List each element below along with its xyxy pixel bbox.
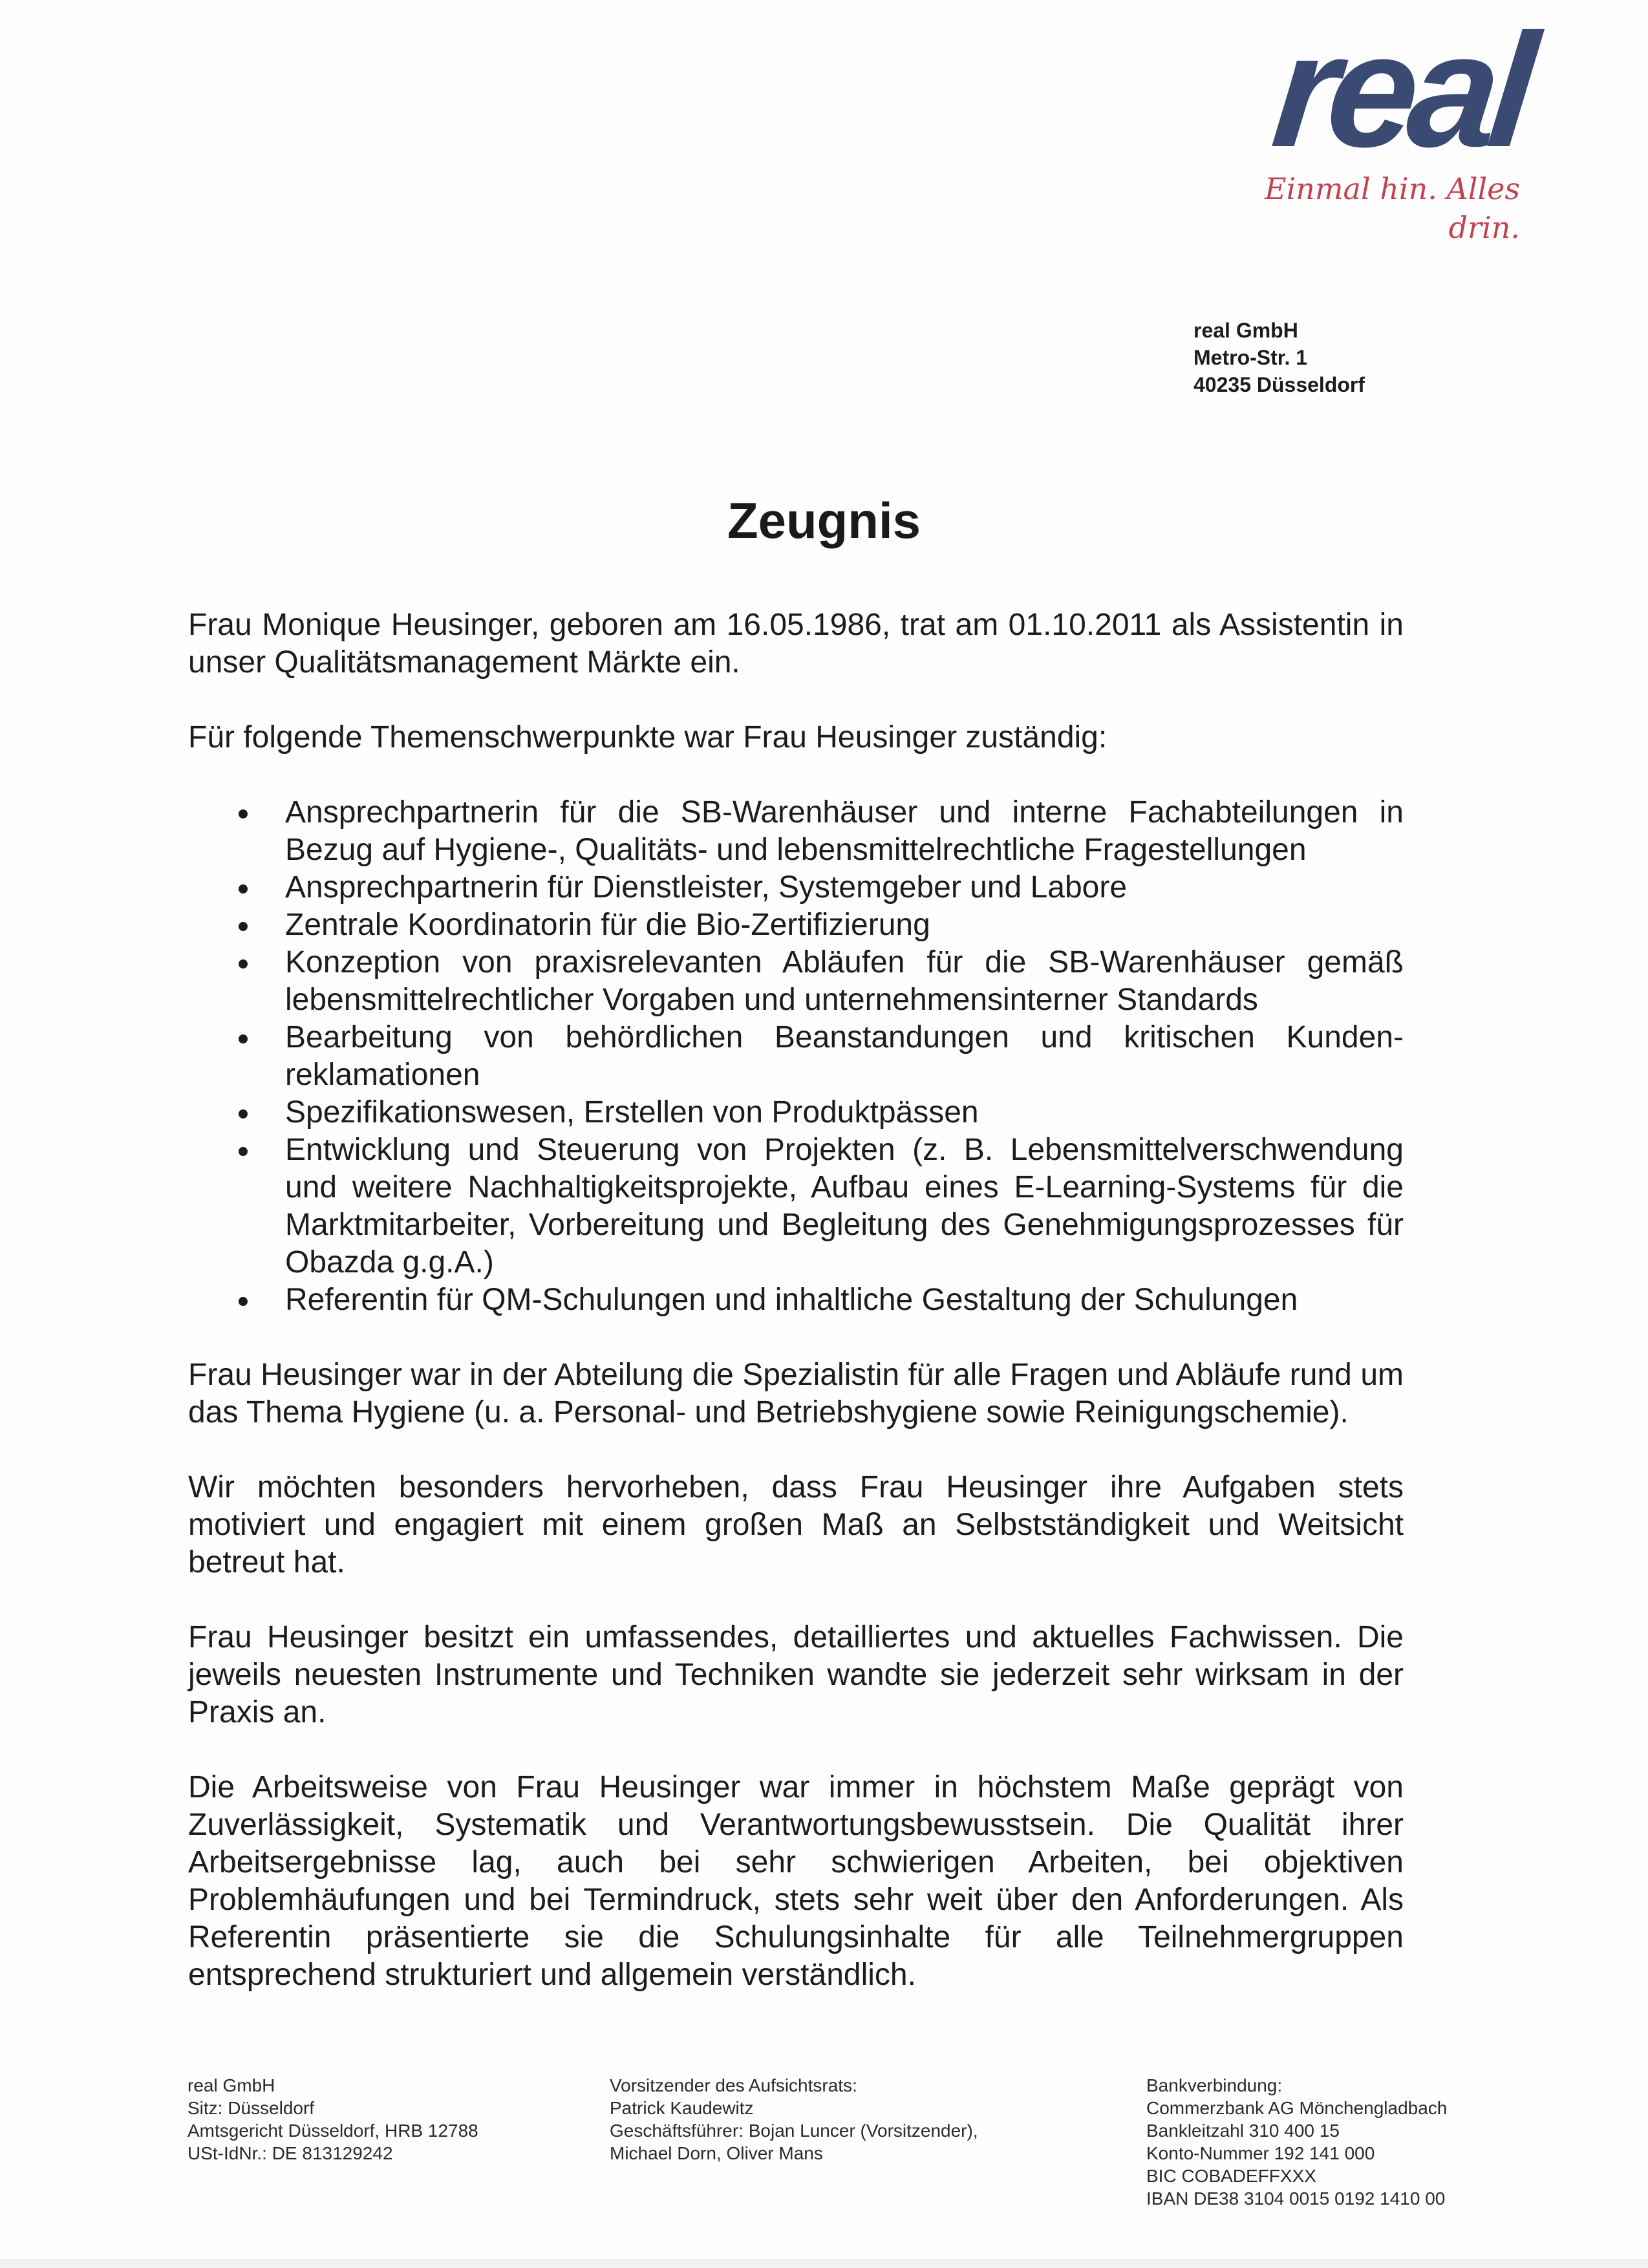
- intro-paragraph: Frau Monique Heusinger, geboren am 16.05.1986, trat am 01.10.2011 als Assistentin in unser Qualitätsmanagement Märkte ein.: [188, 608, 1404, 679]
- logo-wordmark: real: [1265, 0, 1536, 180]
- footer-line: Vorsitzender des Aufsichtsrats:: [610, 2075, 857, 2095]
- footer-line: USt-IdNr.: DE 813129242: [187, 2143, 393, 2163]
- footer-line: BIC COBADEFFXXX: [1146, 2166, 1316, 2186]
- footer-company-info: [187, 2074, 478, 2165]
- footer-line: Patrick Kaudewitz: [610, 2098, 754, 2118]
- footer-line: Sitz: Düsseldorf: [187, 2098, 315, 2118]
- sender-street: Metro-Str. 1: [1193, 346, 1308, 369]
- task-item: Bearbeitung von behördlichen Beanstandungen und kritischen Kunden-reklamationen: [188, 1019, 1404, 1094]
- footer-line: Bankverbindung:: [1146, 2075, 1283, 2095]
- task-item: Ansprechpartnerin für die SB-Warenhäuser und interne Fachabteilungen in Bezug auf Hygiene-, Qualitäts- und lebensmittelrechtliche Fragestellungen: [188, 794, 1404, 869]
- task-list: [188, 794, 1404, 1319]
- footer-line: Bankleitzahl 310 400 15: [1146, 2121, 1340, 2141]
- footer-bank-info: [1146, 2074, 1447, 2210]
- scan-edge: [0, 2259, 1648, 2268]
- task-item: Entwicklung und Steuerung von Projekten (z. B. Lebensmittelverschwendung und weitere Nachhaltigkeitsprojekte, Aufbau eines E-Learning-Systems für die Marktmitarbeiter, Vorbereitung und Begleitung des Genehmigungsprozesses für Obazda g.g.A.): [188, 1131, 1404, 1281]
- task-item: Zentrale Koordinatorin für die Bio-Zertifizierung: [188, 906, 1404, 944]
- body-paragraph: Frau Heusinger war in der Abteilung die Spezialistin für alle Fragen und Abläufe rund um das Thema Hygiene (u. a. Personal- und Betriebshygiene sowie Reinigungschemie).: [188, 1358, 1404, 1429]
- task-item: Ansprechpartnerin für Dienstleister, Systemgeber und Labore: [188, 869, 1404, 906]
- footer-board-info: [610, 2074, 978, 2165]
- letter-body: [188, 606, 1404, 1994]
- task-item: Konzeption von praxisrelevanten Abläufen für die SB-Warenhäuser gemäß lebensmittelrechtlicher Vorgaben und unternehmensinterner Standards: [188, 944, 1404, 1019]
- sender-company: real GmbH: [1193, 319, 1298, 342]
- sender-city: 40235 Düsseldorf: [1193, 373, 1365, 396]
- footer-line: real GmbH: [187, 2075, 275, 2095]
- footer-line: Konto-Nummer 192 141 000: [1146, 2143, 1375, 2163]
- body-paragraph: Wir möchten besonders hervorheben, dass Frau Heusinger ihre Aufgaben stets motiviert und engagiert mit einem großen Maß an Selbstständigkeit und Weitsicht betreut hat.: [188, 1470, 1404, 1579]
- body-paragraph: Frau Heusinger besitzt ein umfassendes, detailliertes und aktuelles Fachwissen. Die jeweils neuesten Instrumente und Techniken wandte sie jederzeit sehr wirksam in der Praxis an.: [188, 1620, 1404, 1729]
- task-item: Spezifikationswesen, Erstellen von Produktpässen: [188, 1094, 1404, 1131]
- task-item: Referentin für QM-Schulungen und inhaltliche Gestaltung der Schulungen: [188, 1281, 1404, 1319]
- footer-line: IBAN DE38 3104 0015 0192 1410 00: [1146, 2188, 1446, 2209]
- footer-line: Commerzbank AG Mönchengladbach: [1146, 2098, 1448, 2118]
- tasks-intro: Für folgende Themenschwerpunkte war Frau Heusinger zuständig:: [188, 720, 1108, 754]
- document-title: Zeugnis: [727, 492, 921, 549]
- sender-address: [1193, 317, 1365, 398]
- real-logo: [1242, 0, 1536, 247]
- footer-line: Amtsgericht Düsseldorf, HRB 12788: [187, 2121, 478, 2141]
- logo-slogan: Einmal hin. Alles drin.: [1265, 171, 1520, 245]
- footer-line: Michael Dorn, Oliver Mans: [610, 2143, 823, 2163]
- body-paragraph: Die Arbeitsweise von Frau Heusinger war immer in höchstem Maße geprägt von Zuverlässigkeit, Systematik und Verantwortungsbewusstsein. Die Qualität ihrer Arbeitsergebnisse lag, auch bei sehr schwierigen Arbeiten, bei objektiven Problemhäufungen und bei Termindruck, stets sehr weit über den Anforderungen. Als Referentin präsentierte sie die Schulungsinhalte für alle Teilnehmergruppen entsprechend strukturiert und allgemein verständlich.: [188, 1770, 1404, 1992]
- footer-line: Geschäftsführer: Bojan Luncer (Vorsitzender),: [610, 2121, 978, 2141]
